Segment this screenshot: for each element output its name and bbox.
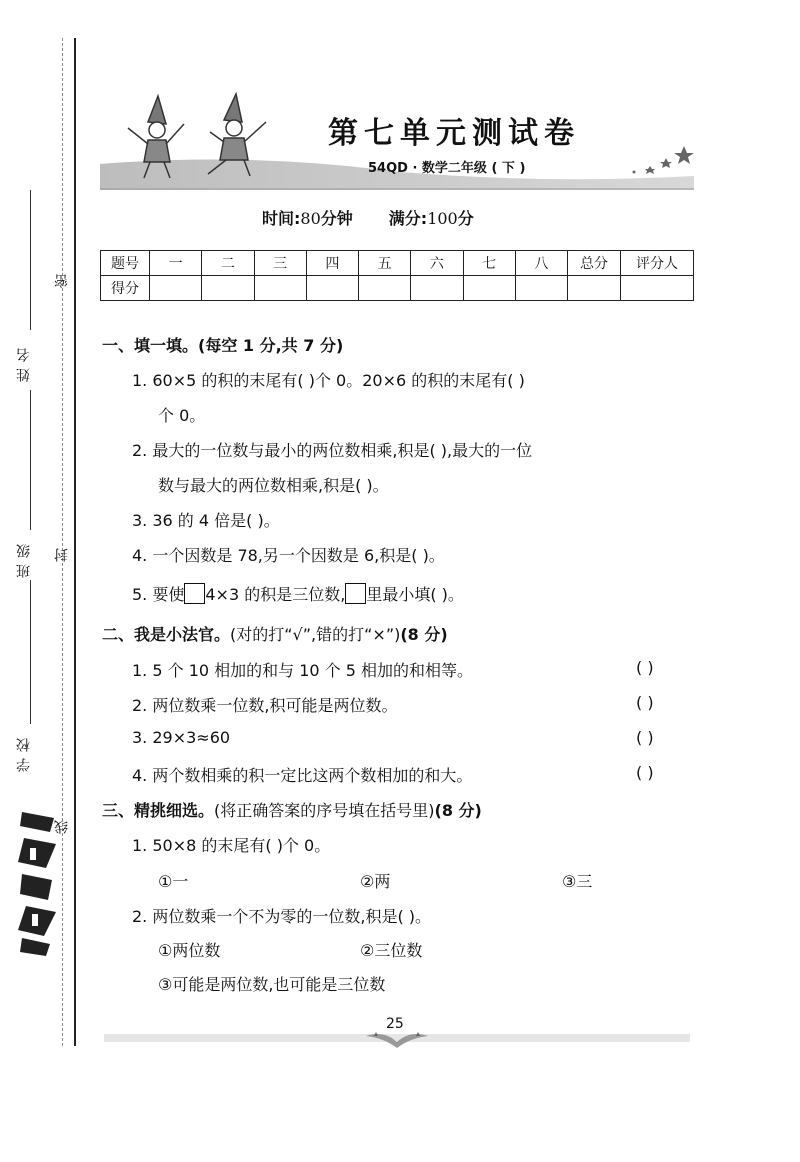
table-cell: 评分人 bbox=[621, 251, 694, 276]
school-label: 学校 bbox=[16, 732, 32, 772]
section-3-points: (8 分) bbox=[434, 801, 482, 820]
stars-icon bbox=[633, 146, 695, 174]
time-value: 80 bbox=[300, 209, 321, 228]
question-2-2: 2. 两位数乘一位数,积可能是两位数。 bbox=[132, 696, 398, 715]
binding-dashed-line bbox=[62, 38, 63, 1046]
q5-middle: 4×3 的积是三位数, bbox=[205, 585, 346, 604]
question-3-2: 2. 两位数乘一个不为零的一位数,积是( )。 bbox=[132, 907, 432, 926]
seal-word-feng: 封 bbox=[54, 548, 70, 562]
page-subtitle: 54QD · 数学二年级 ( 下 ) bbox=[368, 161, 526, 176]
score-cell[interactable] bbox=[411, 276, 463, 301]
table-cell: 一 bbox=[150, 251, 202, 276]
score-cell[interactable] bbox=[568, 276, 621, 301]
table-cell: 得分 bbox=[101, 276, 150, 301]
section-3-title: 三、精挑细选。 bbox=[102, 801, 215, 820]
q5-suffix: 里最小填( )。 bbox=[366, 585, 464, 604]
score-table-header-row bbox=[101, 251, 694, 276]
table-cell: 六 bbox=[411, 251, 463, 276]
option-3-2-a[interactable]: ①两位数 bbox=[158, 941, 221, 960]
seal-word-xian: 线 bbox=[54, 820, 70, 834]
section-2-title: 二、我是小法官。 bbox=[102, 625, 231, 644]
table-cell: 题号 bbox=[101, 251, 150, 276]
score-cell[interactable] bbox=[621, 276, 694, 301]
table-cell: 四 bbox=[306, 251, 358, 276]
section-3-heading bbox=[102, 798, 482, 821]
class-field bbox=[30, 390, 31, 530]
score-cell[interactable] bbox=[359, 276, 411, 301]
score-cell[interactable] bbox=[150, 276, 202, 301]
score-table bbox=[100, 250, 694, 301]
time-score-info bbox=[262, 206, 474, 229]
class-label: 班级 bbox=[16, 538, 32, 578]
blank-box[interactable] bbox=[345, 583, 366, 604]
page-number: 25 bbox=[386, 1016, 404, 1032]
table-cell: 二 bbox=[202, 251, 254, 276]
section-2-points: (8 分) bbox=[400, 625, 448, 644]
question-2-3: 3. 29×3≈60 bbox=[132, 728, 231, 747]
name-field bbox=[30, 190, 31, 330]
question-1-4: 4. 一个因数是 78,另一个因数是 6,积是( )。 bbox=[132, 546, 445, 565]
full-score-label: 满分: bbox=[388, 209, 428, 228]
brand-logo-icon bbox=[16, 808, 60, 958]
table-cell: 五 bbox=[359, 251, 411, 276]
option-3-1-c[interactable]: ③三 bbox=[562, 872, 593, 891]
question-2-1: 1. 5 个 10 相加的和与 10 个 5 相加的和相等。 bbox=[132, 661, 474, 680]
question-3-1: 1. 50×8 的末尾有( )个 0。 bbox=[132, 836, 331, 855]
question-1-2b: 数与最大的两位数相乘,积是( )。 bbox=[158, 476, 389, 495]
time-label: 时间: bbox=[262, 209, 301, 228]
name-label: 姓名 bbox=[16, 342, 32, 382]
score-cell[interactable] bbox=[202, 276, 254, 301]
option-3-1-b[interactable]: ②两 bbox=[360, 872, 391, 891]
table-cell: 八 bbox=[515, 251, 567, 276]
judge-box[interactable]: ( ) bbox=[636, 763, 654, 782]
page-title: 第七单元测试卷 bbox=[328, 116, 580, 151]
time-unit: 分钟 bbox=[320, 209, 353, 228]
question-1-5 bbox=[132, 582, 464, 605]
option-3-2-c[interactable]: ③可能是两位数,也可能是三位数 bbox=[158, 975, 386, 994]
table-cell: 三 bbox=[254, 251, 306, 276]
section-2-heading bbox=[102, 622, 448, 645]
section-2-note: (对的打“√”,错的打“×”) bbox=[230, 625, 401, 644]
score-cell[interactable] bbox=[515, 276, 567, 301]
school-field bbox=[30, 580, 31, 724]
q5-prefix: 5. 要使 bbox=[132, 585, 185, 604]
judge-box[interactable]: ( ) bbox=[636, 693, 654, 712]
table-cell: 总分 bbox=[568, 251, 621, 276]
blank-box[interactable] bbox=[184, 583, 205, 604]
seal-word-mi: 密 bbox=[54, 274, 70, 288]
question-1-2a: 2. 最大的一位数与最小的两位数相乘,积是( ),最大的一位 bbox=[132, 441, 533, 460]
option-3-2-b[interactable]: ②三位数 bbox=[360, 941, 423, 960]
score-cell[interactable] bbox=[254, 276, 306, 301]
score-cell[interactable] bbox=[306, 276, 358, 301]
question-1-1b: 个 0。 bbox=[158, 406, 206, 425]
full-score-unit: 分 bbox=[457, 209, 474, 228]
question-1-3: 3. 36 的 4 倍是( )。 bbox=[132, 511, 280, 530]
judge-box[interactable]: ( ) bbox=[636, 658, 654, 677]
judge-box[interactable]: ( ) bbox=[636, 728, 654, 747]
score-cell[interactable] bbox=[463, 276, 515, 301]
section-3-note: (将正确答案的序号填在括号里) bbox=[214, 801, 435, 820]
option-3-1-a[interactable]: ①一 bbox=[158, 872, 189, 891]
score-table-score-row bbox=[101, 276, 694, 301]
section-1-heading: 一、填一填。(每空 1 分,共 7 分) bbox=[102, 336, 344, 355]
binding-solid-line bbox=[74, 38, 76, 1046]
table-cell: 七 bbox=[463, 251, 515, 276]
question-2-4: 4. 两个数相乘的积一定比这两个数相加的和大。 bbox=[132, 766, 473, 785]
full-score-value: 100 bbox=[427, 209, 458, 228]
question-1-1a: 1. 60×5 的积的末尾有( )个 0。20×6 的积的末尾有( ) bbox=[132, 371, 525, 390]
